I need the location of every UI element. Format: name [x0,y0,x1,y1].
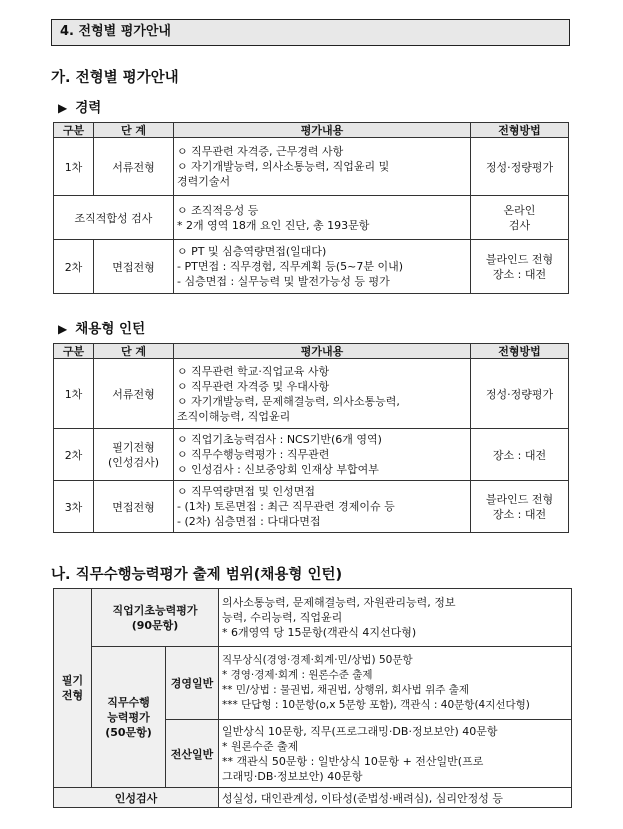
mgmt-content-cell [219,647,572,720]
stage-cell: 서류전형 [94,138,174,196]
content-line: - PT면접 : 직무경험, 직무계획 등(5~7분 이내) [177,260,404,273]
content-line: ㅇ 인성검사 : 신보중앙회 인재상 부합여부 [177,463,379,476]
stage-line: 서류전형 [112,387,155,401]
method-cell [471,240,569,294]
content-line: ㅇ 직업기초능력검사 : NCS기반(6개 영역) [177,433,382,446]
method-cell [471,196,569,240]
col-header: 평가내용 [174,123,471,138]
written-label-line: 필기 [61,674,84,687]
ncs-label-cell [92,589,219,647]
content-cell [174,359,471,429]
content-cell [174,429,471,481]
col-header: 구분 [54,344,94,359]
ncs-content-cell [219,589,572,647]
career-table [53,122,569,294]
method-line: 장소 : 대전 [492,507,547,521]
content-line: * 원론수준 출제 [222,739,299,753]
content-cell [174,196,471,240]
col-header: 평가내용 [174,344,471,359]
table-row [54,429,569,481]
career-title: ▶ 경력 [58,100,102,116]
stage-line: 필기전형 [112,440,155,454]
method-line: 장소 : 대전 [492,448,547,462]
content-line: ㅇ 자기개발능력, 의사소통능력, 직업윤리 및 [177,160,390,173]
method-line: 온라인 [503,203,536,217]
stage-line: (인성검사) [107,455,160,469]
gubun-cell: 3차 [54,481,94,533]
content-line: ㅇ 직무수행능력평가 : 직무관련 [177,448,330,461]
gubun-cell: 1차 [54,138,94,196]
method-cell [471,138,569,196]
method-line: 장소 : 대전 [492,267,547,281]
table-row [54,481,569,533]
content-line: * 6개영역 당 15문항(객관식 4지선다형) [222,626,417,639]
table-row [54,359,569,429]
it-label-cell: 전산일반 [166,720,219,788]
table-row [54,196,569,240]
content-cell [174,138,471,196]
gubun-cell: 1차 [54,359,94,429]
content-line: - (2차) 심층면접 : 다대다면접 [177,515,321,528]
method-line: 정성·정량평가 [485,387,554,401]
stage-line: 면접전형 [112,500,155,514]
table-row [54,788,572,808]
table-header-row [54,123,569,138]
content-line: ㅇ 직무관련 자격증, 근무경력 사항 [177,145,344,158]
stage-cell [94,481,174,533]
triangle-bullet-icon: ▶ [58,322,68,336]
content-line: ㅇ PT 및 심층역량면접(일대다) [177,245,327,258]
job-label-line: (50문항) [105,725,152,739]
method-line: 블라인드 전형 [485,252,554,266]
triangle-bullet-icon: ▶ [58,101,68,115]
col-header: 구분 [54,123,94,138]
content-line: *** 단답형 : 10문항(o,x 5문항 포함), 객관식 : 40문항(4지선다형) [222,699,530,711]
method-line: 블라인드 전형 [485,492,554,506]
table-row [54,138,569,196]
content-line: 일반상식 10문항, 직무(프로그래밍·DB·정보보안) 40문항 [222,724,498,738]
job-label-line: 직무수행 [107,695,150,709]
table-row [54,647,572,720]
job-label-cell [92,647,166,788]
content-cell [174,240,471,294]
ncs-label-line: (90문항) [131,618,179,632]
it-content-cell [219,720,572,788]
content-line: * 2개 영역 18개 요인 진단, 총 193문항 [177,218,370,232]
stage-cell [94,359,174,429]
content-line: - (1차) 토론면접 : 최근 직무관련 경제이슈 등 [177,500,395,513]
method-line: 정성·정량평가 [485,160,554,174]
col-header: 단 계 [94,123,174,138]
content-line: ** 객관식 50문항 : 일반상식 10문항 + 전산일반(프로 [222,754,484,768]
table-row [54,240,569,294]
section-header: 4. 전형별 평가안내 [51,19,570,46]
content-line: * 경영·경제·회계 : 원론수준 출제 [222,669,373,681]
content-line: 조직이해능력, 직업윤리 [177,409,291,423]
content-cell [174,481,471,533]
content-line: ㅇ 직무관련 학교·직업교육 사항 [177,364,330,378]
content-line: 그래밍·DB·정보보안) 40문항 [222,769,363,783]
scope-table [53,588,572,808]
content-line: 의사소통능력, 문제해결능력, 자원관리능력, 정보 [222,596,456,609]
section-ga-title: 가. 전형별 평가안내 [51,70,179,86]
col-header: 전형방법 [471,344,569,359]
table-row [54,589,572,647]
content-line: 능력, 수리능력, 직업윤리 [222,611,343,624]
written-label-cell [54,589,92,788]
content-line: ** 민/상법 : 물권법, 채권법, 상행위, 회사법 위주 출제 [222,684,470,696]
method-cell [471,359,569,429]
mgmt-label-cell: 경영일반 [166,647,219,720]
ncs-label-line: 직업기초능력평가 [112,603,198,617]
method-cell [471,429,569,481]
content-line: 경력기술서 [177,175,231,188]
personality-content-cell: 성실성, 대인관계성, 이타성(준법성·배려심), 심리안정성 등 [219,788,572,808]
method-line: 검사 [508,218,531,232]
content-line: ㅇ 조직적응성 등 [177,203,259,217]
gubun-cell: 2차 [54,240,94,294]
stage-cell [94,429,174,481]
written-label-line: 전형 [61,689,84,702]
personality-label-cell: 인성검사 [54,788,219,808]
section-na-title: 나. 직무수행능력평가 출제 범위(채용형 인턴) [51,567,343,583]
content-line: ㅇ 직무역량면접 및 인성면접 [177,485,316,498]
job-label-line: 능력평가 [107,710,150,724]
content-line: 직무상식(경영·경제·회계·민/상법) 50문항 [222,654,413,666]
content-line: - 심층면접 : 실무능력 및 발전가능성 등 평가 [177,275,390,288]
col-header: 단 계 [94,344,174,359]
intern-table [53,343,569,533]
stage-cell: 면접전형 [94,240,174,294]
stage-cell: 조직적합성 검사 [54,196,174,240]
table-header-row [54,344,569,359]
col-header: 전형방법 [471,123,569,138]
intern-title: ▶ 채용형 인턴 [58,321,146,337]
gubun-cell: 2차 [54,429,94,481]
content-line: ㅇ 직무관련 자격증 및 우대사항 [177,379,330,393]
content-line: ㅇ 자기개발능력, 문제해결능력, 의사소통능력, [177,394,400,408]
method-cell [471,481,569,533]
